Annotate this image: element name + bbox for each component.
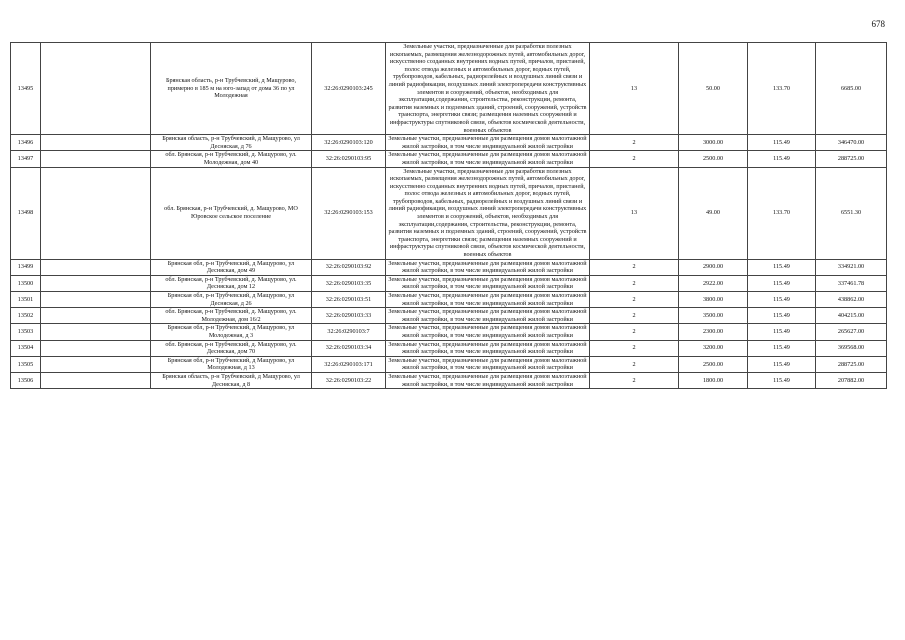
- land-use-cell: Земельные участки, предназначенные для разработки полезных ископаемых, размещения железнодорожных путей, автомобильных дорог, искусственно созданных внутренних водных путей, причалов, пристаней, полос отвода железных и автомобильных дорог, водных путей, трубопроводов, кабельных, радиорелейных и воздушных линий связи и линий радиофикации, воздушных линий электропередачи конструктивных элементов и сооружений, объектов, необходимых для эксплуатации,содержания, строительства, реконструкции, ремонта, развития наземных и подземных зданий, строений, сооружений, устройств транспорта, энергетики связи; размещения наземных сооружений и инфраструктуры спутниковой связи, объектов космической деятельности, военных объектов: [386, 167, 590, 259]
- rate-cell: 115.49: [748, 151, 816, 167]
- cadastral-value-cell: 207882.00: [816, 372, 887, 388]
- land-use-cell: Земельные участки, предназначенные для размещения домов малоэтажной жилой застройки, в том числе индивидуальной жилой застройки: [386, 151, 590, 167]
- area-cell: 3000.00: [679, 135, 748, 151]
- cadastral-value-cell: 288725.00: [816, 356, 887, 372]
- rate-cell: 115.49: [748, 372, 816, 388]
- land-use-cell: Земельные участки, предназначенные для размещения домов малоэтажной жилой застройки, в том числе индивидуальной жилой застройки: [386, 324, 590, 340]
- page-number: 678: [871, 19, 885, 29]
- rate-cell: 115.49: [748, 275, 816, 291]
- row-number: 13503: [11, 324, 41, 340]
- group-cell: 2: [590, 340, 679, 356]
- cadastral-value-cell: 337461.78: [816, 275, 887, 291]
- land-use-cell: Земельные участки, предназначенные для размещения домов малоэтажной жилой застройки, в том числе индивидуальной жилой застройки: [386, 308, 590, 324]
- area-cell: 1800.00: [679, 372, 748, 388]
- area-cell: 49.00: [679, 167, 748, 259]
- table-row: [11, 259, 887, 275]
- land-use-cell: Земельные участки, предназначенные для размещения домов малоэтажной жилой застройки, в том числе индивидуальной жилой застройки: [386, 292, 590, 308]
- group-cell: 13: [590, 167, 679, 259]
- spacer-cell: [41, 43, 151, 135]
- cadastral-value-cell: 404215.00: [816, 308, 887, 324]
- table-row: [11, 292, 887, 308]
- table-row: [11, 275, 887, 291]
- row-number: 13506: [11, 372, 41, 388]
- rate-cell: 133.70: [748, 43, 816, 135]
- rate-cell: 115.49: [748, 135, 816, 151]
- spacer-cell: [41, 356, 151, 372]
- land-use-cell: Земельные участки, предназначенные для размещения домов малоэтажной жилой застройки, в том числе индивидуальной жилой застройки: [386, 259, 590, 275]
- rate-cell: 115.49: [748, 292, 816, 308]
- row-number: 13501: [11, 292, 41, 308]
- area-cell: 2500.00: [679, 356, 748, 372]
- land-use-cell: Земельные участки, предназначенные для разработки полезных ископаемых, размещения железнодорожных путей, автомобильных дорог, искусственно созданных внутренних водных путей, причалов, пристаней, полос отвода железных и автомобильных дорог, водных путей, трубопроводов, кабельных, радиорелейных и воздушных линий связи и линий радиофикации, воздушных линий электропередачи конструктивных элементов и сооружений, объектов, необходимых для эксплуатации,содержания, строительства, реконструкции, ремонта, развития наземных и подземных зданий, строений, сооружений, устройств транспорта, энергетики связи; размещения наземных сооружений и инфраструктуры спутниковой связи, объектов космической деятельности, военных объектов: [386, 43, 590, 135]
- table-body: [11, 43, 887, 389]
- address-cell: Брянская область, р-н Трубчевский, д Мащурово, примерно в 185 м на юго-запад от дома 36 по ул Молодежная: [151, 43, 312, 135]
- row-number: 13496: [11, 135, 41, 151]
- area-cell: 2300.00: [679, 324, 748, 340]
- row-number: 13497: [11, 151, 41, 167]
- cadastral-number-cell: 32:26:0290103:22: [312, 372, 386, 388]
- area-cell: 2500.00: [679, 151, 748, 167]
- group-cell: 2: [590, 275, 679, 291]
- cadastral-number-cell: 32:26:0290103:95: [312, 151, 386, 167]
- cadastral-value-cell: 288725.00: [816, 151, 887, 167]
- row-number: 13502: [11, 308, 41, 324]
- cadastral-number-cell: 32:26:0290103:153: [312, 167, 386, 259]
- land-use-cell: Земельные участки, предназначенные для размещения домов малоэтажной жилой застройки, в том числе индивидуальной жилой застройки: [386, 356, 590, 372]
- spacer-cell: [41, 292, 151, 308]
- cadastral-value-cell: 334921.00: [816, 259, 887, 275]
- land-use-cell: Земельные участки, предназначенные для размещения домов малоэтажной жилой застройки, в том числе индивидуальной жилой застройки: [386, 135, 590, 151]
- spacer-cell: [41, 167, 151, 259]
- group-cell: 2: [590, 356, 679, 372]
- address-cell: Брянская область, р-н Трубчевский, д Мащурово, ул Десняская, д 8: [151, 372, 312, 388]
- address-cell: Брянская область, р-н Трубчевский, д Мащурово, ул Десняская, д 76: [151, 135, 312, 151]
- spacer-cell: [41, 372, 151, 388]
- group-cell: 2: [590, 308, 679, 324]
- group-cell: 13: [590, 43, 679, 135]
- spacer-cell: [41, 135, 151, 151]
- row-number: 13504: [11, 340, 41, 356]
- table-row: [11, 356, 887, 372]
- group-cell: 2: [590, 324, 679, 340]
- cadastral-number-cell: 32:26:0290103:120: [312, 135, 386, 151]
- cadastral-registry-table: [10, 42, 887, 389]
- cadastral-value-cell: 6685.00: [816, 43, 887, 135]
- land-use-cell: Земельные участки, предназначенные для размещения домов малоэтажной жилой застройки, в том числе индивидуальной жилой застройки: [386, 340, 590, 356]
- cadastral-value-cell: 6551.30: [816, 167, 887, 259]
- address-cell: обл. Брянская, р-н Трубчевский, д. Мащурово, ул. Десняская, дом 12: [151, 275, 312, 291]
- spacer-cell: [41, 308, 151, 324]
- row-number: 13495: [11, 43, 41, 135]
- address-cell: обл. Брянская, р-н Трубчевский, д. Мащурово, ул. Молодежная, дом 40: [151, 151, 312, 167]
- cadastral-value-cell: 265627.00: [816, 324, 887, 340]
- area-cell: 2922.00: [679, 275, 748, 291]
- cadastral-number-cell: 32:26:0290103:171: [312, 356, 386, 372]
- cadastral-number-cell: 32:26:0290103:51: [312, 292, 386, 308]
- area-cell: 3800.00: [679, 292, 748, 308]
- table-row: [11, 151, 887, 167]
- address-cell: Брянская обл, р-н Трубчевский, д Мащурово, ул Десняская, дом 49: [151, 259, 312, 275]
- row-number: 13498: [11, 167, 41, 259]
- row-number: 13499: [11, 259, 41, 275]
- cadastral-value-cell: 438862.00: [816, 292, 887, 308]
- rate-cell: 133.70: [748, 167, 816, 259]
- cadastral-value-cell: 369568.00: [816, 340, 887, 356]
- spacer-cell: [41, 151, 151, 167]
- cadastral-number-cell: 32:26:0290103:245: [312, 43, 386, 135]
- land-use-cell: Земельные участки, предназначенные для размещения домов малоэтажной жилой застройки, в том числе индивидуальной жилой застройки: [386, 275, 590, 291]
- address-cell: обл. Брянская, р-н Трубчевский, д. Мащурово, ул. Молодежная, дом 16/2: [151, 308, 312, 324]
- table-row: [11, 324, 887, 340]
- address-cell: обл. Брянская, р-н Трубчевский, д. Мащурово, ул. Десняская, дом 70: [151, 340, 312, 356]
- row-number: 13505: [11, 356, 41, 372]
- table-row: [11, 340, 887, 356]
- group-cell: 2: [590, 259, 679, 275]
- group-cell: 2: [590, 292, 679, 308]
- cadastral-number-cell: 32:26:0290103:92: [312, 259, 386, 275]
- rate-cell: 115.49: [748, 259, 816, 275]
- spacer-cell: [41, 324, 151, 340]
- rate-cell: 115.49: [748, 356, 816, 372]
- table-row: [11, 167, 887, 259]
- area-cell: 3200.00: [679, 340, 748, 356]
- group-cell: 2: [590, 151, 679, 167]
- cadastral-number-cell: 32:26:0290103:35: [312, 275, 386, 291]
- address-cell: Брянская обл, р-н Трубчевский, д Мащурово, ул Молодежная, д 13: [151, 356, 312, 372]
- cadastral-number-cell: 32:26:0290103:7: [312, 324, 386, 340]
- rate-cell: 115.49: [748, 340, 816, 356]
- rate-cell: 115.49: [748, 324, 816, 340]
- spacer-cell: [41, 259, 151, 275]
- cadastral-number-cell: 32:26:0290103:33: [312, 308, 386, 324]
- area-cell: 2900.00: [679, 259, 748, 275]
- address-cell: Брянская обл, р-н Трубчевский, д Мащурово, ул Молодежная, д 3: [151, 324, 312, 340]
- address-cell: Брянская обл, р-н Трубчевский, д Мащурово, ул Десняская, д 26: [151, 292, 312, 308]
- address-cell: обл. Брянская, р-н Трубчевский, д. Мащурово, МО Юровское сельское поселение: [151, 167, 312, 259]
- group-cell: 2: [590, 372, 679, 388]
- land-use-cell: Земельные участки, предназначенные для размещения домов малоэтажной жилой застройки, в том числе индивидуальной жилой застройки: [386, 372, 590, 388]
- area-cell: 50.00: [679, 43, 748, 135]
- group-cell: 2: [590, 135, 679, 151]
- cadastral-number-cell: 32:26:0290103:34: [312, 340, 386, 356]
- rate-cell: 115.49: [748, 308, 816, 324]
- area-cell: 3500.00: [679, 308, 748, 324]
- cadastral-value-cell: 346470.00: [816, 135, 887, 151]
- spacer-cell: [41, 275, 151, 291]
- table-row: [11, 43, 887, 135]
- spacer-cell: [41, 340, 151, 356]
- row-number: 13500: [11, 275, 41, 291]
- table-row: [11, 372, 887, 388]
- table-row: [11, 308, 887, 324]
- table-row: [11, 135, 887, 151]
